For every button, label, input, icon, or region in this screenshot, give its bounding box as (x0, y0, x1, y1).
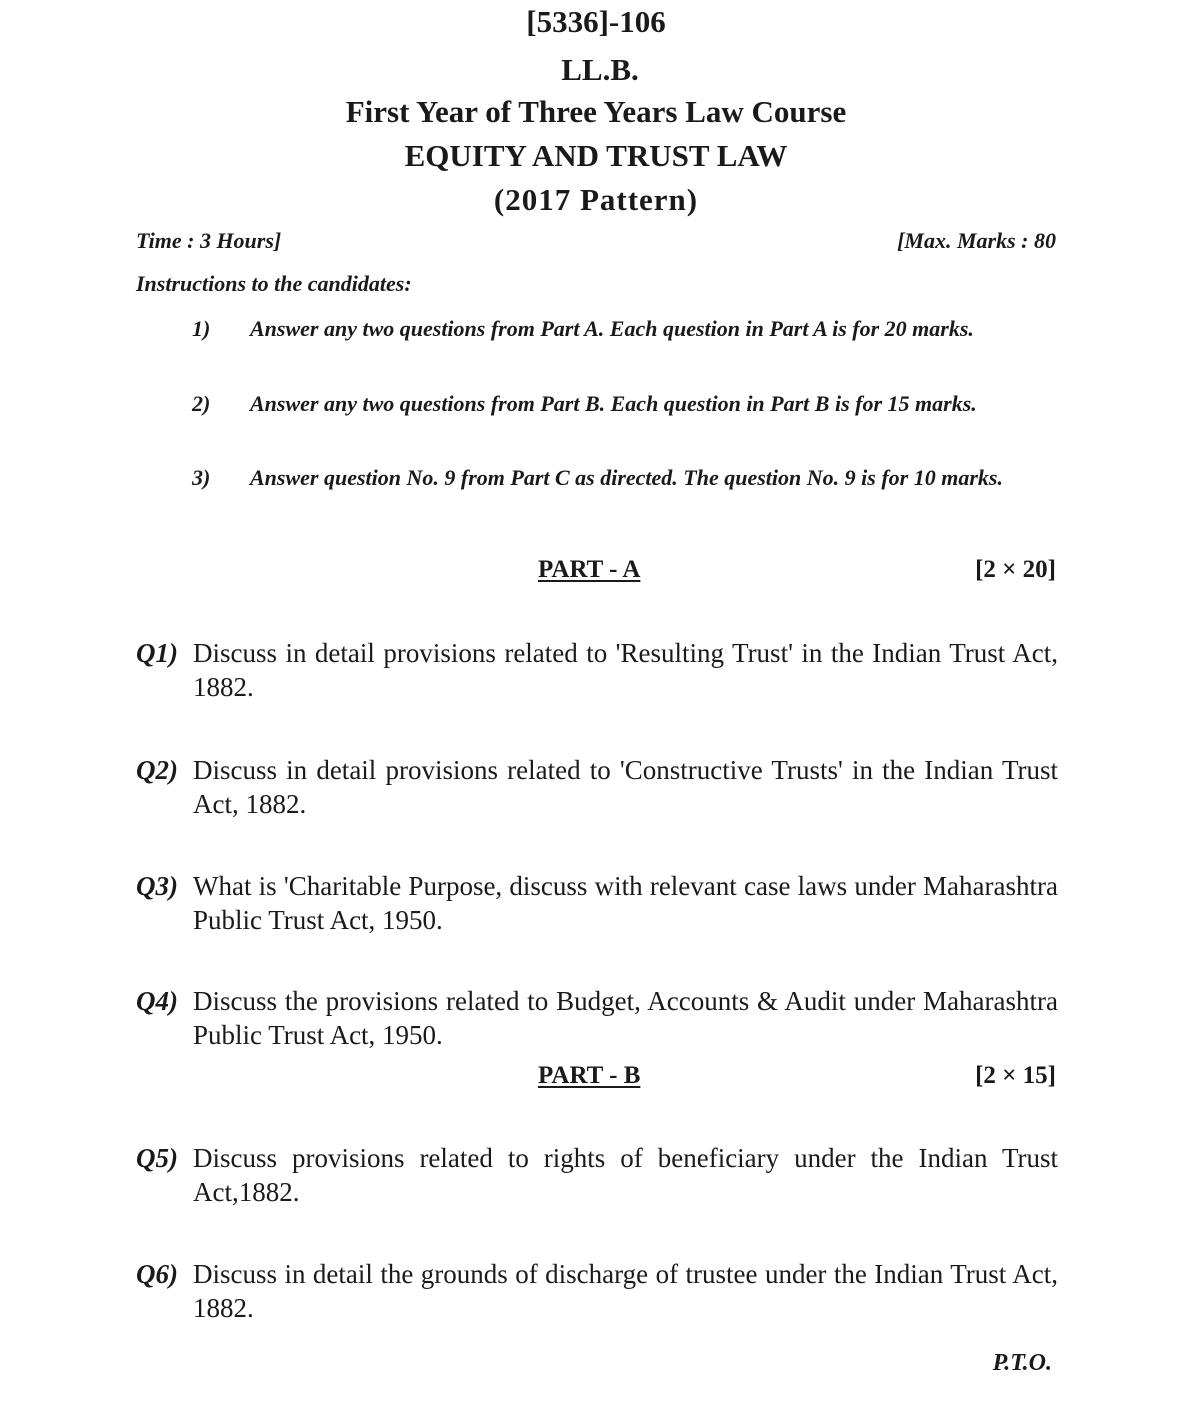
question-text: Discuss provisions related to rights of beneficiary under the Indian Trust Act,1882. (193, 1143, 1058, 1207)
question-number: Q1) (136, 638, 178, 668)
instruction-number: 3) (192, 465, 211, 490)
course-title: First Year of Three Years Law Course (345, 94, 847, 129)
part-a-title: PART - A (538, 556, 641, 583)
question-text: Discuss in detail provisions related to 'Resulting Trust' in the Indian Trust Act, 1882. (193, 638, 1058, 702)
question-text: Discuss the provisions related to Budget, Accounts & Audit under Maharashtra Public Trust Act, 1950. (193, 986, 1058, 1050)
subject-title: EQUITY AND TRUST LAW (404, 138, 788, 173)
part-b-marks: [2 × 15] (975, 1062, 1056, 1089)
instruction-text: Answer question No. 9 from Part C as directed. The question No. 9 is for 10 marks. (250, 465, 1003, 490)
instructions-heading: Instructions to the candidates: (136, 271, 412, 296)
time-allowed: Time : 3 Hours] (136, 228, 282, 253)
question-text: What is 'Charitable Purpose, discuss with relevant case laws under Maharashtra Public Trust Act, 1950. (193, 871, 1058, 935)
paper-code: [5336]-106 (526, 4, 666, 39)
please-turn-over: P.T.O. (992, 1350, 1052, 1376)
max-marks: [Max. Marks : 80 (897, 228, 1056, 253)
degree-title: LL.B. (561, 52, 639, 87)
instruction-number: 1) (192, 316, 211, 341)
question-number: Q5) (136, 1143, 178, 1173)
instruction-number: 2) (192, 391, 211, 416)
instruction-text: Answer any two questions from Part A. Each question in Part A is for 20 marks. (250, 316, 974, 341)
question-number: Q2) (136, 755, 178, 785)
question-text: Discuss in detail provisions related to 'Constructive Trusts' in the Indian Trust Act, 1882. (193, 755, 1058, 819)
question-text: Discuss in detail the grounds of discharge of trustee under the Indian Trust Act, 1882. (193, 1259, 1058, 1323)
part-a-marks: [2 × 20] (975, 556, 1056, 583)
pattern-title: (2017 Pattern) (493, 182, 699, 217)
question-number: Q4) (136, 986, 178, 1016)
question-number: Q6) (136, 1259, 178, 1289)
part-b-title: PART - B (538, 1062, 641, 1089)
question-number: Q3) (136, 871, 178, 901)
instruction-text: Answer any two questions from Part B. Each question in Part B is for 15 marks. (250, 391, 977, 416)
